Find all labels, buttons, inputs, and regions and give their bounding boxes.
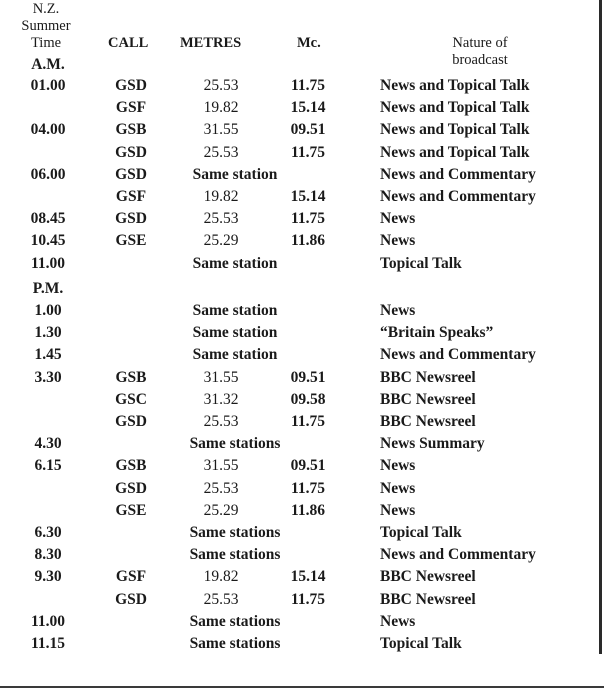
header-nature-line-1: Nature of <box>452 35 508 51</box>
nature-cell: News <box>380 232 416 250</box>
schedule-row <box>0 589 604 611</box>
mc-cell: 11.75 <box>290 413 326 430</box>
nature-cell: News and Commentary <box>380 165 536 183</box>
schedule-row <box>0 300 604 322</box>
nature-cell: News and Topical Talk <box>380 121 530 139</box>
same-station-cell: Same stations <box>189 524 281 541</box>
mc-cell: 09.51 <box>290 121 326 139</box>
metres-cell: 31.55 <box>203 121 239 139</box>
call-cell: GSD <box>115 479 147 497</box>
call-cell: GSE <box>115 232 147 250</box>
same-station-cell: Same station <box>192 324 278 342</box>
metres-cell: 25.53 <box>203 479 239 497</box>
nature-cell: Topical Talk <box>380 524 462 541</box>
call-cell: GSD <box>115 77 147 94</box>
section-pm-row <box>0 278 604 300</box>
mc-cell: 11.75 <box>290 590 326 608</box>
schedule-row <box>0 367 604 389</box>
mc-cell: 11.75 <box>290 479 326 497</box>
time-cell: 10.45 <box>30 232 66 250</box>
metres-cell: 25.29 <box>203 501 239 519</box>
schedule-row <box>0 142 604 164</box>
time-cell: 6.15 <box>34 457 62 475</box>
same-station-cell: Same stations <box>189 635 281 652</box>
time-cell: 11.00 <box>30 612 66 630</box>
metres-cell: 31.55 <box>203 457 239 475</box>
nature-cell: News <box>380 612 416 630</box>
schedule-row <box>0 522 604 544</box>
time-cell: 04.00 <box>30 121 66 139</box>
same-station-cell: Same station <box>192 302 278 319</box>
mc-cell: 09.58 <box>290 390 326 408</box>
same-station-cell: Same stations <box>189 546 281 564</box>
metres-cell: 19.82 <box>203 99 239 117</box>
same-station-cell: Same stations <box>189 435 281 453</box>
call-cell: GSD <box>115 590 147 608</box>
metres-cell: 31.55 <box>203 368 239 386</box>
time-cell: 01.00 <box>30 77 66 94</box>
nature-cell: News <box>380 302 416 319</box>
mc-cell: 09.51 <box>290 368 326 386</box>
mc-cell: 11.75 <box>290 77 326 94</box>
call-cell: GSD <box>115 143 147 161</box>
nature-cell: BBC Newsreel <box>380 568 476 586</box>
schedule-row <box>0 322 604 344</box>
metres-cell: 25.53 <box>203 77 239 94</box>
nature-cell: BBC Newsreel <box>380 413 476 430</box>
nature-cell: BBC Newsreel <box>380 590 476 608</box>
schedule-row <box>0 411 604 433</box>
nature-cell: News <box>380 457 416 475</box>
metres-cell: 19.82 <box>203 568 239 586</box>
time-cell: 11.15 <box>30 635 66 652</box>
call-cell: GSE <box>115 501 147 519</box>
time-cell: 9.30 <box>34 568 62 586</box>
time-cell: 1.00 <box>34 302 62 319</box>
header-metres: METRES <box>180 35 242 51</box>
bottom-border-rule <box>0 686 604 688</box>
mc-cell: 11.75 <box>290 210 326 228</box>
mc-cell: 11.75 <box>290 143 326 161</box>
schedule-row <box>0 164 604 186</box>
schedule-row <box>0 433 604 455</box>
schedule-row <box>0 97 604 119</box>
section-am-label: A.M. <box>31 56 65 73</box>
time-cell: 1.30 <box>34 324 62 342</box>
schedule-row <box>0 186 604 208</box>
call-cell: GSB <box>115 457 147 475</box>
schedule-row <box>0 75 604 97</box>
call-cell: GSB <box>115 368 147 386</box>
nature-cell: Topical Talk <box>380 635 462 652</box>
call-cell: GSB <box>115 121 147 139</box>
metres-cell: 25.53 <box>203 143 239 161</box>
schedule-row <box>0 344 604 366</box>
time-cell: 11.00 <box>30 254 66 272</box>
nature-cell: News and Topical Talk <box>380 143 530 161</box>
schedule-row <box>0 253 604 275</box>
schedule-row <box>0 566 604 588</box>
time-cell: 8.30 <box>34 546 62 564</box>
schedule-row <box>0 455 604 477</box>
time-cell: 1.45 <box>34 346 62 364</box>
header-mc: Mc. <box>297 35 321 51</box>
schedule-row <box>0 544 604 566</box>
header-nature-line-2: broadcast <box>452 52 508 68</box>
schedule-row <box>0 611 604 633</box>
call-cell: GSF <box>115 568 147 586</box>
same-station-cell: Same station <box>192 165 278 183</box>
header-time-line-3: Time <box>30 35 62 51</box>
call-cell: GSF <box>115 188 147 205</box>
time-cell: 4.30 <box>34 435 62 453</box>
metres-cell: 25.29 <box>203 232 239 250</box>
time-cell: 3.30 <box>34 368 62 386</box>
schedule-row <box>0 500 604 522</box>
call-cell: GSF <box>115 99 147 117</box>
mc-cell: 15.14 <box>290 188 326 205</box>
same-station-cell: Same station <box>192 254 278 272</box>
schedule-row <box>0 208 604 230</box>
schedule-row <box>0 230 604 252</box>
mc-cell: 11.86 <box>290 501 326 519</box>
metres-cell: 25.53 <box>203 590 239 608</box>
nature-cell: News and Commentary <box>380 546 536 564</box>
metres-cell: 25.53 <box>203 210 239 228</box>
metres-cell: 25.53 <box>203 413 239 430</box>
nature-cell: BBC Newsreel <box>380 368 476 386</box>
schedule-row <box>0 478 604 500</box>
time-cell: 6.30 <box>34 524 62 541</box>
nature-cell: BBC Newsreel <box>380 390 476 408</box>
mc-cell: 11.86 <box>290 232 326 250</box>
same-station-cell: Same stations <box>189 612 281 630</box>
time-cell: 06.00 <box>30 165 66 183</box>
call-cell: GSD <box>115 413 147 430</box>
section-am-row <box>0 54 604 76</box>
header-time-line-2: Summer <box>21 18 71 34</box>
mc-cell: 15.14 <box>290 99 326 117</box>
schedule-row <box>0 389 604 411</box>
nature-cell: News and Topical Talk <box>380 99 530 117</box>
nature-cell: News and Commentary <box>380 188 536 205</box>
header-call: CALL <box>108 35 149 51</box>
same-station-cell: Same station <box>192 346 278 364</box>
schedule-row <box>0 633 604 655</box>
nature-cell: Topical Talk <box>380 254 462 272</box>
call-cell: GSC <box>115 390 147 408</box>
metres-cell: 31.32 <box>203 390 239 408</box>
nature-cell: News <box>380 479 416 497</box>
schedule-row <box>0 119 604 141</box>
mc-cell: 15.14 <box>290 568 326 586</box>
time-cell: 08.45 <box>30 210 66 228</box>
nature-cell: “Britain Speaks” <box>380 324 494 342</box>
call-cell: GSD <box>115 165 147 183</box>
header-time-line-1: N.Z. <box>32 1 60 17</box>
metres-cell: 19.82 <box>203 188 239 205</box>
nature-cell: News and Topical Talk <box>380 77 530 94</box>
header-time <box>14 1 78 52</box>
mc-cell: 09.51 <box>290 457 326 475</box>
section-pm-label: P.M. <box>32 280 64 297</box>
nature-cell: News <box>380 501 416 519</box>
call-cell: GSD <box>115 210 147 228</box>
nature-cell: News <box>380 210 416 228</box>
nature-cell: News Summary <box>380 435 485 453</box>
nature-cell: News and Commentary <box>380 346 536 364</box>
